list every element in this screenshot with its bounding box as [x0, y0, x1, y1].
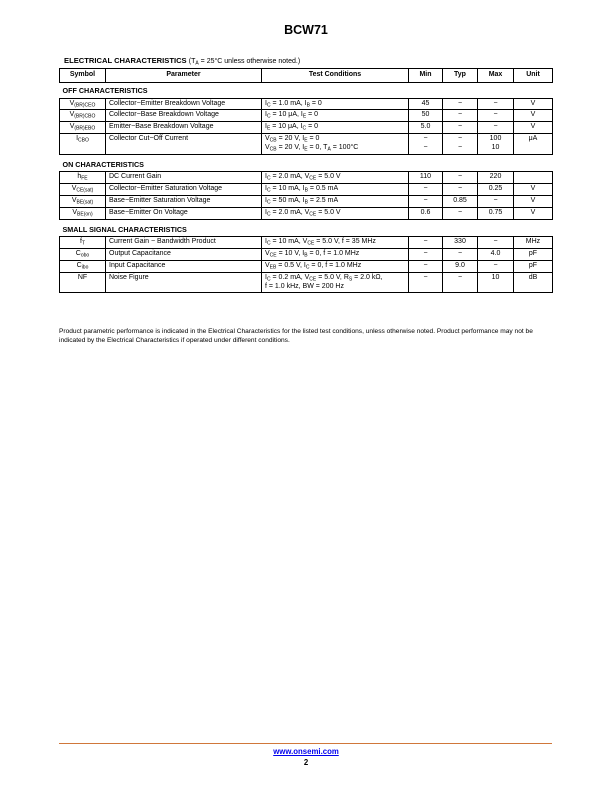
table-row [60, 98, 553, 110]
condition-subscript: C [266, 102, 271, 109]
cell-min: 5.0 [409, 122, 443, 134]
cell-typ: − [443, 249, 478, 261]
cell-parameter: Collector−Emitter Saturation Voltage [106, 184, 262, 196]
cell-typ: − [443, 98, 478, 110]
condition-text: = 0 [306, 111, 319, 119]
condition-subscript: CE [309, 276, 317, 283]
cell-unit: dB [514, 272, 553, 293]
cell-symbol [60, 133, 106, 154]
condition-text: I [265, 273, 267, 281]
condition-line [265, 144, 405, 153]
cell-symbol [60, 110, 106, 122]
header-unit: Unit [514, 69, 553, 83]
cell-test-conditions [262, 98, 409, 110]
condition-line [265, 262, 405, 271]
condition-line [265, 135, 405, 144]
condition-text: = 0, T [307, 143, 328, 151]
condition-subscript: CE [309, 211, 317, 218]
cell-symbol [60, 122, 106, 134]
condition-text: = 0.5 mA [307, 185, 339, 193]
table-row [60, 195, 553, 207]
header-parameter: Parameter [106, 69, 262, 83]
cell-symbol [60, 207, 106, 219]
cell-min: − [409, 249, 443, 261]
condition-text: = 2.0 mA, V [270, 173, 310, 181]
cell-typ: − − [443, 133, 478, 154]
cell-max: − [478, 195, 514, 207]
cell-symbol [60, 195, 106, 207]
cell-unit: V [514, 98, 553, 110]
cell-min: 0.6 [409, 207, 443, 219]
cell-max: − [478, 237, 514, 249]
condition-subscript: S [348, 276, 353, 283]
condition-subscript: C [266, 175, 271, 182]
cell-typ: − [443, 184, 478, 196]
condition-subscript: C [266, 240, 271, 247]
table-row [60, 260, 553, 272]
condition-text: = 1.0 mA, I [270, 99, 307, 107]
symbol-subscript: obo [80, 252, 90, 259]
symbol-main: NF [77, 273, 88, 281]
condition-subscript: B [304, 187, 308, 194]
condition-subscript: CB [269, 137, 277, 144]
condition-text: V [265, 143, 270, 151]
condition-text: = 5.0 V [316, 208, 341, 216]
condition-subscript: CB [269, 146, 277, 153]
section-title: OFF CHARACTERISTICS [60, 82, 553, 98]
cell-typ: − [443, 122, 478, 134]
table-row [60, 184, 553, 196]
header-symbol: Symbol [60, 69, 106, 83]
cell-max: − [478, 122, 514, 134]
symbol-subscript: T [81, 240, 85, 247]
cell-min: 50 [409, 110, 443, 122]
condition-text: = 10 V, I [276, 250, 305, 258]
condition-line [265, 173, 405, 182]
cell-test-conditions [262, 184, 409, 196]
condition-text: I [265, 185, 267, 193]
cell-parameter: Collector Cut−Off Current [106, 133, 262, 154]
symbol-subscript: BE(on) [77, 211, 93, 218]
condition-text: = 0, f = 1.0 MHz [309, 261, 362, 269]
condition-line [265, 111, 405, 120]
cell-min: − [409, 272, 443, 293]
cell-symbol [60, 237, 106, 249]
symbol-subscript: ibo [81, 264, 89, 271]
symbol-main: V [69, 123, 75, 131]
cell-max: 0.75 [478, 207, 514, 219]
symbol-main: I [76, 134, 79, 142]
cell-test-conditions [262, 195, 409, 207]
footer-divider [59, 743, 552, 744]
cell-parameter: Base−Emitter On Voltage [106, 207, 262, 219]
cell-test-conditions [262, 272, 409, 293]
condition-text: I [265, 238, 267, 246]
cell-test-conditions [262, 110, 409, 122]
cell-parameter: Current Gain − Bandwidth Product [106, 237, 262, 249]
condition-text: = 20 V, I [276, 143, 305, 151]
condition-subscript: C [302, 125, 307, 132]
cell-unit: μA [514, 133, 553, 154]
condition-subscript: B [304, 252, 308, 259]
condition-text: = 2.5 mA [307, 196, 339, 204]
cell-typ: 330 [443, 237, 478, 249]
cell-max: − [478, 260, 514, 272]
condition-text: = 50 mA, I [270, 196, 305, 204]
condition-text: = 10 mA, V [270, 238, 308, 246]
condition-subscript: EB [269, 264, 277, 271]
section-heading-row [60, 154, 553, 172]
condition-subscript: E [302, 113, 307, 120]
cell-parameter: Input Capacitance [106, 260, 262, 272]
condition-text: I [265, 208, 267, 216]
header-max: Max [478, 69, 514, 83]
symbol-main: V [71, 185, 77, 193]
condition-line [265, 123, 405, 132]
condition-subscript: CE [269, 252, 277, 259]
condition-subscript: C [305, 264, 310, 271]
page-number: 2 [303, 758, 309, 767]
symbol-main: C [76, 261, 82, 269]
condition-text: = 0 [309, 99, 322, 107]
cell-max: 4.0 [478, 249, 514, 261]
cell-min: − [409, 260, 443, 272]
table-row [60, 172, 553, 184]
condition-text: = 100°C [330, 143, 359, 151]
electrical-characteristics-table [59, 68, 553, 293]
symbol-main: V [72, 208, 78, 216]
cell-symbol [60, 249, 106, 261]
symbol-subscript: BE(sat) [76, 199, 94, 206]
condition-subscript: B [306, 102, 310, 109]
condition-text: = 2.0 kΩ, [352, 273, 383, 281]
footer-website-link[interactable]: www.onsemi.com [273, 747, 339, 756]
cell-symbol [60, 260, 106, 272]
cell-test-conditions [262, 249, 409, 261]
cell-max: 10 [478, 272, 514, 293]
condition-subscript: C [266, 187, 271, 194]
condition-subscript: E [266, 125, 271, 132]
symbol-main: V [71, 196, 77, 204]
cell-min: 45 [409, 98, 443, 110]
condition-subscript: A [327, 146, 331, 153]
condition-text: = 2.0 mA, V [270, 208, 310, 216]
condition-line [265, 185, 405, 194]
cell-unit: V [514, 184, 553, 196]
symbol-subscript: CE(sat) [76, 187, 94, 194]
condition-subscript: C [266, 276, 271, 283]
table-row [60, 207, 553, 219]
page-title: BCW71 [284, 23, 328, 37]
condition-text: V [265, 261, 270, 269]
condition-text: I [265, 111, 267, 119]
cell-max: 0.25 [478, 184, 514, 196]
cell-test-conditions [262, 260, 409, 272]
cell-parameter: Base−Emitter Saturation Voltage [106, 195, 262, 207]
cell-test-conditions [262, 122, 409, 134]
table-body [60, 82, 553, 293]
condition-subscript: C [266, 113, 271, 120]
condition-text: = 0 [307, 134, 320, 142]
cell-test-conditions [262, 237, 409, 249]
symbol-subscript: CBO [78, 137, 89, 144]
symbol-main: C [75, 250, 81, 258]
header-typ: Typ [443, 69, 478, 83]
symbol-main: V [69, 111, 75, 119]
condition-subscript: B [304, 199, 308, 206]
condition-text: V [265, 250, 270, 258]
cell-parameter: Noise Figure [106, 272, 262, 293]
condition-line [265, 238, 405, 247]
condition-text: V [265, 134, 270, 142]
condition-text: = 20 V, I [276, 134, 305, 142]
condition-subscript: E [304, 137, 308, 144]
condition-text: = 10 μA, I [270, 123, 303, 131]
cell-unit [514, 172, 553, 184]
cell-min: − − [409, 133, 443, 154]
cell-typ: − [443, 172, 478, 184]
table-header-row [60, 69, 553, 83]
condition-line [265, 250, 405, 259]
symbol-main: h [77, 173, 82, 181]
cell-min: − [409, 184, 443, 196]
condition-subscript: CE [309, 175, 317, 182]
condition-line [265, 274, 405, 283]
table-row [60, 237, 553, 249]
cell-min: − [409, 195, 443, 207]
symbol-subscript: (BR)EBO [74, 125, 96, 132]
condition-text: = 0.2 mA, V [270, 273, 310, 281]
symbol-main: V [69, 99, 75, 107]
cell-unit: MHz [514, 237, 553, 249]
condition-text: f = 1.0 kHz, BW = 200 Hz [265, 282, 344, 290]
table-row [60, 122, 553, 134]
section-title: SMALL SIGNAL CHARACTERISTICS [60, 219, 553, 237]
header-test-conditions: Test Conditions [262, 69, 409, 83]
cell-max: − [478, 110, 514, 122]
cell-min: 110 [409, 172, 443, 184]
section-heading-row [60, 219, 553, 237]
section-title: ON CHARACTERISTICS [60, 154, 553, 172]
condition-text: = 10 μA, I [270, 111, 303, 119]
cell-max: 220 [478, 172, 514, 184]
condition-text: I [265, 196, 267, 204]
table-row [60, 133, 553, 154]
condition-subscript: C [266, 211, 271, 218]
disclaimer-text: Product parametric performance is indicated in the Electrical Characteristics for the listed test conditions, unless otherwise noted. Product performance may not be indicated by the Electrical Characteristics if operated under different conditions. [59, 328, 533, 344]
condition-text: = 0 [306, 123, 319, 131]
condition-subscript: C [266, 199, 271, 206]
cell-unit: V [514, 122, 553, 134]
header-min: Min [409, 69, 443, 83]
cell-test-conditions [262, 133, 409, 154]
cell-unit: V [514, 195, 553, 207]
condition-text: I [265, 123, 267, 131]
cell-typ: − [443, 110, 478, 122]
cell-symbol [60, 98, 106, 110]
symbol-subscript: FE [81, 175, 88, 182]
cell-test-conditions [262, 172, 409, 184]
cell-parameter: Emitter−Base Breakdown Voltage [106, 122, 262, 134]
cell-unit: V [514, 110, 553, 122]
table-row [60, 249, 553, 261]
table-caption [64, 56, 300, 65]
cell-symbol [60, 272, 106, 293]
cell-symbol [60, 184, 106, 196]
symbol-subscript: (BR)CEO [74, 102, 96, 109]
symbol-main: f [79, 238, 82, 246]
condition-text: = 5.0 V, f = 35 MHz [314, 238, 376, 246]
condition-subscript: CE [307, 240, 315, 247]
cell-typ: 9.0 [443, 260, 478, 272]
condition-line [265, 100, 405, 109]
cell-typ: 0.85 [443, 195, 478, 207]
condition-text: = 10 mA, I [270, 185, 305, 193]
condition-text: I [265, 99, 267, 107]
cell-unit: V [514, 207, 553, 219]
cell-parameter: DC Current Gain [106, 172, 262, 184]
table-caption-note: ($T_A = 25^\circ C$ unless otherwise noted.) [188, 58, 301, 67]
condition-text: = 0, f = 1.0 MHz [307, 250, 360, 258]
condition-line [265, 209, 405, 218]
cell-typ: − [443, 207, 478, 219]
cell-parameter: Output Capacitance [106, 249, 262, 261]
condition-text: I [265, 173, 267, 181]
cell-min: − [409, 237, 443, 249]
table-row [60, 110, 553, 122]
cell-unit: pF [514, 249, 553, 261]
cell-max: − [478, 98, 514, 110]
table-row [60, 272, 553, 293]
table-caption-title: ELECTRICAL CHARACTERISTICS [64, 56, 187, 65]
cell-unit: pF [514, 260, 553, 272]
cell-test-conditions [262, 207, 409, 219]
cell-typ: − [443, 272, 478, 293]
symbol-subscript: (BR)CBO [74, 113, 96, 120]
condition-line [265, 283, 405, 292]
cell-symbol [60, 172, 106, 184]
cell-parameter: Collector−Base Breakdown Voltage [106, 110, 262, 122]
condition-text: = 0.5 V, I [276, 261, 306, 269]
condition-text: = 5.0 V, R [316, 273, 349, 281]
condition-text: = 5.0 V [316, 173, 341, 181]
section-heading-row [60, 82, 553, 98]
condition-subscript: E [304, 146, 308, 153]
condition-line [265, 197, 405, 206]
cell-parameter: Collector−Emitter Breakdown Voltage [106, 98, 262, 110]
cell-max: 100 10 [478, 133, 514, 154]
